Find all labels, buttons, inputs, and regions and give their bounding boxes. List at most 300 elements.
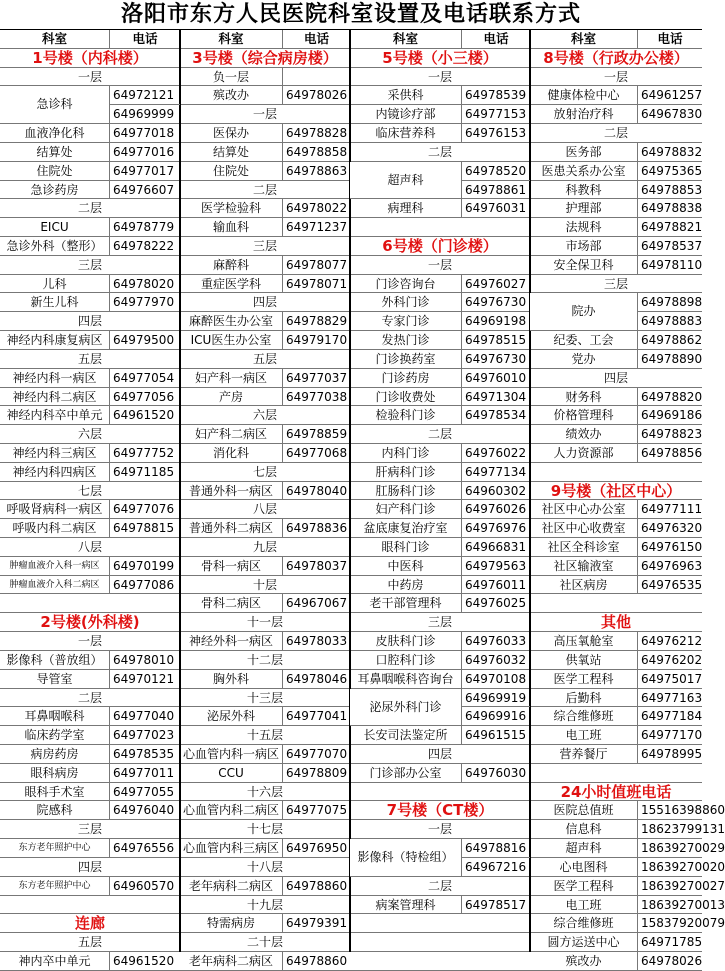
floor-row <box>180 237 350 256</box>
department-name: 皮肤科门诊 <box>350 632 462 650</box>
floor-label: 三层 <box>603 276 628 291</box>
department-name: 普通外科一病区 <box>180 482 283 500</box>
department-name: 负一层 <box>180 68 283 86</box>
table-row <box>530 933 702 952</box>
phone-number: 18639270013 <box>641 897 725 912</box>
floor-row <box>180 783 350 802</box>
table-row <box>350 331 530 350</box>
table-row <box>0 463 180 482</box>
floor-row <box>350 613 530 632</box>
department-name: 绩效办 <box>530 425 638 443</box>
department-name: 老干部管理科 <box>350 594 462 612</box>
floor-row <box>180 820 350 839</box>
table-row <box>0 500 180 519</box>
column-header-phone: 电话 <box>132 31 158 46</box>
phone-number: 64978022 <box>286 201 348 216</box>
table-row <box>0 745 180 764</box>
phone-number: 64961520 <box>113 954 175 968</box>
table-row <box>0 557 180 576</box>
table-row <box>530 576 702 595</box>
table-row <box>0 293 180 312</box>
department-name: 肝病科门诊 <box>350 463 462 481</box>
floor-row <box>350 745 530 764</box>
phone-number: 64977056 <box>113 389 175 404</box>
section-heading: 6号楼（门诊楼） <box>382 236 498 255</box>
blank-row <box>0 896 180 915</box>
floor-label: 一层 <box>427 822 452 837</box>
phone-number: 64978890 <box>641 351 703 366</box>
phone-number: 64977055 <box>113 784 175 799</box>
phone-number: 18639270020 <box>641 859 725 874</box>
phone-number: 64979170 <box>286 333 348 348</box>
department-name: 医学工程科 <box>530 670 638 688</box>
department-name: 临床营养科 <box>350 124 462 142</box>
floor-row <box>350 143 530 162</box>
department-name: 专家门诊 <box>350 312 462 330</box>
table-row <box>0 576 180 595</box>
table-row <box>350 500 530 519</box>
department-name: 营养餐厅 <box>530 745 638 763</box>
column-divider <box>179 30 181 952</box>
department-name: 儿科 <box>0 275 110 293</box>
department-name: 高压氧舱室 <box>530 632 638 650</box>
table-row <box>350 124 530 143</box>
floor-label: 一层 <box>427 257 452 272</box>
department-name: 呼吸肾病科一病区 <box>0 500 110 518</box>
department-name: EICU <box>0 218 110 236</box>
floor-label: 五层 <box>252 351 277 366</box>
table-row <box>0 764 180 783</box>
table-row <box>0 406 180 425</box>
floor-row <box>180 463 350 482</box>
floor-row <box>530 369 702 388</box>
table-row <box>530 500 702 519</box>
phone-number: 18623799131 <box>641 822 725 837</box>
table-row <box>0 670 180 689</box>
department-name: 电工班 <box>530 726 638 744</box>
phone-number: 64976730 <box>465 295 527 310</box>
floor-row <box>180 726 350 745</box>
floor-label: 二层 <box>427 144 452 159</box>
department-name: 院感科 <box>0 801 110 819</box>
table-row <box>0 952 180 971</box>
floor-label: 一层 <box>77 634 102 649</box>
department-name: 急诊药房 <box>0 181 110 199</box>
phone-number: 64978863 <box>286 163 348 178</box>
department-name: 健康体检中心 <box>530 86 638 104</box>
floor-row <box>180 500 350 519</box>
table-row <box>350 86 530 105</box>
table-row <box>530 350 702 369</box>
section-heading: 1号楼（内科楼） <box>32 48 148 67</box>
table-row <box>180 670 350 689</box>
phone-number: 64977068 <box>286 445 348 460</box>
floor-row <box>350 877 530 896</box>
phone-number: 64976963 <box>641 558 703 573</box>
phone-number: 64978883 <box>641 314 703 329</box>
table-row <box>0 86 180 112</box>
floor-label: 一层 <box>603 69 628 84</box>
department-name: 急诊科 <box>0 86 110 124</box>
column-header-phone: 电话 <box>657 31 683 46</box>
table-row <box>530 425 702 444</box>
department-name: 重症医学科 <box>180 275 283 293</box>
department-name: 输血科 <box>180 218 283 236</box>
column-header-dept: 科室 <box>350 30 462 48</box>
phone-number: 64976607 <box>113 182 175 197</box>
department-name: 殡改办 <box>530 952 638 970</box>
floor-row <box>180 858 350 877</box>
phone-number: 64978534 <box>465 408 527 423</box>
phone-number: 64978077 <box>286 257 348 272</box>
section-heading: 8号楼（行政办公楼） <box>543 48 689 67</box>
floor-row <box>180 651 350 670</box>
table-row <box>180 218 350 237</box>
department-name: 内镜诊疗部 <box>350 105 462 123</box>
table-row <box>0 783 180 802</box>
phone-number: 64976153 <box>465 126 527 141</box>
blank-row <box>350 952 530 971</box>
department-name: 妇产科二病区 <box>180 425 283 443</box>
floor-label: 三层 <box>252 238 277 253</box>
table-row <box>350 105 530 124</box>
table-row <box>0 218 180 237</box>
table-row <box>0 124 180 143</box>
department-name: 眼科门诊 <box>350 538 462 556</box>
floor-label: 四层 <box>77 314 102 329</box>
blank-row <box>350 933 530 952</box>
table-row <box>0 143 180 162</box>
section-heading-row <box>0 613 180 632</box>
phone-number: 64978828 <box>286 126 348 141</box>
floor-row <box>0 425 180 444</box>
phone-number: 64977054 <box>113 370 175 385</box>
column-header-phone: 电话 <box>303 31 329 46</box>
table-row <box>530 877 725 896</box>
table-row <box>180 124 350 143</box>
department-name: 神经内科卒中单元 <box>0 406 110 424</box>
phone-number: 64970121 <box>113 671 175 686</box>
floor-row <box>180 933 350 952</box>
table-row <box>350 444 530 463</box>
phone-number: 64978110 <box>641 257 703 272</box>
table-row <box>350 350 530 369</box>
section-heading: 7号楼（CT楼） <box>386 801 494 820</box>
table-row <box>180 801 350 820</box>
section-heading-row <box>0 49 180 68</box>
department-name: 财务科 <box>530 388 638 406</box>
table-row <box>180 839 350 858</box>
table-row <box>180 143 350 162</box>
floor-row <box>180 350 350 369</box>
phone-number: 64977016 <box>113 144 175 159</box>
table-row <box>0 801 180 820</box>
department-name: 电工班 <box>530 896 638 914</box>
phone-number: 64960302 <box>465 483 527 498</box>
page-title: 洛阳市东方人民医院科室设置及电话联系方式 <box>0 0 702 30</box>
blank-row <box>530 463 702 482</box>
phone-number: 64978515 <box>465 333 527 348</box>
department-name: 病理科 <box>350 199 462 217</box>
table-row <box>180 68 350 87</box>
department-name: 医保办 <box>180 124 283 142</box>
table-row <box>350 519 530 538</box>
floor-row <box>0 482 180 501</box>
table-row <box>530 538 702 557</box>
table-row <box>350 406 530 425</box>
section-heading-row <box>530 482 702 501</box>
phone-number: 64976976 <box>465 521 527 536</box>
table-row <box>0 444 180 463</box>
phone-number: 64978836 <box>286 521 348 536</box>
table-row <box>180 632 350 651</box>
department-name: 综合维修班 <box>530 914 638 932</box>
phone-number: 18639270029 <box>641 841 725 856</box>
phone-number: 64961520 <box>113 408 175 423</box>
table-row <box>350 651 530 670</box>
department-name: 超声科 <box>530 839 638 857</box>
phone-number: 64977752 <box>113 445 175 460</box>
floor-label: 五层 <box>77 935 102 950</box>
floor-label: 八层 <box>252 502 277 517</box>
phone-number: 64976212 <box>641 634 703 649</box>
table-row <box>530 444 702 463</box>
department-name: 社区输液室 <box>530 557 638 575</box>
phone-number: 64976730 <box>465 351 527 366</box>
department-name: 信息科 <box>530 820 638 838</box>
floor-row <box>0 68 180 87</box>
phone-number: 64975017 <box>641 671 703 686</box>
floor-label: 十一层 <box>246 615 283 630</box>
directory-column <box>180 30 350 968</box>
floor-row <box>0 199 180 218</box>
department-name: 心血管内科一病区 <box>180 745 283 763</box>
table-row <box>530 388 702 407</box>
table-row <box>0 839 180 858</box>
section-heading-row <box>350 801 530 820</box>
table-row <box>350 764 530 783</box>
department-name: 人力资源部 <box>530 444 638 462</box>
department-name: 党办 <box>530 350 638 368</box>
floor-row <box>350 425 530 444</box>
department-name: 法规科 <box>530 218 638 236</box>
phone-number: 64978809 <box>286 765 348 780</box>
phone-number: 64976320 <box>641 521 703 536</box>
department-name: 麻醉科 <box>180 256 283 274</box>
table-row <box>350 162 530 187</box>
phone-number: 64978898 <box>641 295 703 310</box>
floor-label: 十九层 <box>246 897 283 912</box>
department-name: 医务部 <box>530 143 638 161</box>
phone-number: 64978829 <box>286 314 348 329</box>
floor-row <box>0 538 180 557</box>
phone-number: 64978820 <box>641 389 703 404</box>
section-heading-row <box>530 49 702 68</box>
floor-row <box>180 689 350 708</box>
phone-number: 64978517 <box>465 897 527 912</box>
department-name: 长安司法鉴定所 <box>350 726 462 744</box>
table-row <box>0 181 180 200</box>
table-row <box>180 519 350 538</box>
department-name: 中医科 <box>350 557 462 575</box>
department-name: 临床药学室 <box>0 726 110 744</box>
section-heading: 2号楼(外科楼) <box>40 613 140 632</box>
floor-label: 二层 <box>252 182 277 197</box>
department-name: 口腔科门诊 <box>350 651 462 669</box>
department-name: 社区中心办公室 <box>530 500 638 518</box>
blank-row <box>530 764 702 783</box>
phone-number: 64971785 <box>641 935 703 950</box>
phone-number: 64978860 <box>286 878 348 893</box>
table-row <box>530 820 725 839</box>
floor-label: 六层 <box>77 427 102 442</box>
table-row <box>530 858 725 877</box>
table-row <box>530 162 702 181</box>
table-row <box>530 896 725 915</box>
floor-label: 三层 <box>427 615 452 630</box>
table-row <box>530 726 702 745</box>
floor-row <box>350 256 530 275</box>
phone-number: 64978815 <box>113 521 175 536</box>
table-row <box>0 519 180 538</box>
department-name: 医学工程科 <box>530 877 638 895</box>
department-name: 心血管内科三病区 <box>180 839 283 857</box>
table-row <box>0 237 180 256</box>
phone-number: 64966831 <box>465 540 527 555</box>
department-name: 供氧站 <box>530 651 638 669</box>
floor-label: 一层 <box>427 69 452 84</box>
floor-label: 四层 <box>77 859 102 874</box>
phone-number: 64978046 <box>286 671 348 686</box>
department-name: 神内卒中单元 <box>0 952 110 970</box>
floor-row <box>0 858 180 877</box>
department-name: 胸外科 <box>180 670 283 688</box>
table-row <box>530 331 702 350</box>
phone-number: 64976150 <box>641 540 703 555</box>
floor-row <box>180 576 350 595</box>
table-row <box>180 275 350 294</box>
floor-row <box>0 350 180 369</box>
department-name: 东方老年照护中心 <box>0 839 110 857</box>
phone-number: 64978858 <box>286 144 348 159</box>
phone-number: 64976556 <box>113 841 175 856</box>
section-heading: 3号楼（综合病房楼） <box>192 48 338 67</box>
floor-label: 十六层 <box>246 784 283 799</box>
table-row <box>180 914 350 933</box>
department-name: 门诊收费处 <box>350 388 462 406</box>
department-name: 影像科（普放组） <box>0 651 110 669</box>
phone-number: 64978537 <box>641 238 703 253</box>
directory-table <box>0 30 725 968</box>
blank-row <box>350 218 530 237</box>
department-name: 放射治疗科 <box>530 105 638 123</box>
department-name: 神经内科二病区 <box>0 388 110 406</box>
department-name: 特需病房 <box>180 914 283 932</box>
phone-number: 64978037 <box>286 558 348 573</box>
floor-label: 四层 <box>603 370 628 385</box>
department-name: 眼科手术室 <box>0 783 110 801</box>
department-name: 科教科 <box>530 181 638 199</box>
floor-row <box>0 256 180 275</box>
phone-number: 64977011 <box>113 765 175 780</box>
phone-number <box>283 68 350 86</box>
department-name: 眼科病房 <box>0 764 110 782</box>
table-row <box>530 237 702 256</box>
table-row <box>0 651 180 670</box>
floor-row <box>0 820 180 839</box>
department-name: 泌尿外科 <box>180 707 283 725</box>
phone-number: 64967067 <box>286 596 348 611</box>
section-heading: 9号楼（社区中心） <box>550 481 682 500</box>
table-row <box>180 594 350 613</box>
department-name: 安全保卫科 <box>530 256 638 274</box>
phone-number: 64978816 <box>465 841 527 856</box>
phone-number: 64977970 <box>113 295 175 310</box>
floor-row <box>530 275 702 294</box>
table-row <box>350 388 530 407</box>
phone-number: 64971237 <box>286 220 348 235</box>
table-row <box>350 275 530 294</box>
department-name: 心血管内科二病区 <box>180 801 283 819</box>
table-row <box>350 293 530 312</box>
phone-number: 64977086 <box>113 577 175 592</box>
phone-number: 64978222 <box>113 238 175 253</box>
table-row <box>0 877 180 896</box>
phone-number: 64969919 <box>465 690 527 705</box>
phone-number: 64977041 <box>286 709 348 724</box>
floor-row <box>0 632 180 651</box>
phone-number: 64978040 <box>286 483 348 498</box>
phone-number: 64970199 <box>113 558 175 573</box>
department-name: 综合维修班 <box>530 707 638 725</box>
department-name: 社区中心收费室 <box>530 519 638 537</box>
table-row <box>350 839 530 865</box>
table-row <box>350 896 530 915</box>
floor-label: 十二层 <box>246 652 283 667</box>
department-name: 检验科门诊 <box>350 406 462 424</box>
table-row <box>180 764 350 783</box>
floor-label: 二层 <box>77 690 102 705</box>
phone-number: 64976026 <box>465 502 527 517</box>
floor-label: 二层 <box>427 427 452 442</box>
department-name: 盆底康复治疗室 <box>350 519 462 537</box>
table-row <box>530 105 702 124</box>
table-row <box>350 726 530 745</box>
phone-number: 64976535 <box>641 577 703 592</box>
department-name: 圆方运送中心 <box>530 933 638 951</box>
phone-number: 64976011 <box>465 577 527 592</box>
department-name: 神经外科一病区 <box>180 632 283 650</box>
phone-number: 64976031 <box>465 201 527 216</box>
floor-label: 六层 <box>252 408 277 423</box>
department-name: 护理部 <box>530 199 638 217</box>
floor-label: 二层 <box>603 126 628 141</box>
department-name: 纪委、工会 <box>530 331 638 349</box>
phone-number: 64978779 <box>113 220 175 235</box>
section-heading: 其他 <box>600 613 631 632</box>
section-heading: 24小时值班电话 <box>560 782 672 801</box>
phone-number: 64978838 <box>641 201 703 216</box>
phone-number: 64978823 <box>641 427 703 442</box>
department-name: 采供科 <box>350 86 462 104</box>
column-header-phone: 电话 <box>483 31 509 46</box>
table-row <box>350 538 530 557</box>
table-row <box>350 632 530 651</box>
section-heading-row <box>180 49 350 68</box>
section-heading-row <box>530 613 702 632</box>
section-heading-row <box>0 914 180 933</box>
phone-number: 64960570 <box>113 878 175 893</box>
